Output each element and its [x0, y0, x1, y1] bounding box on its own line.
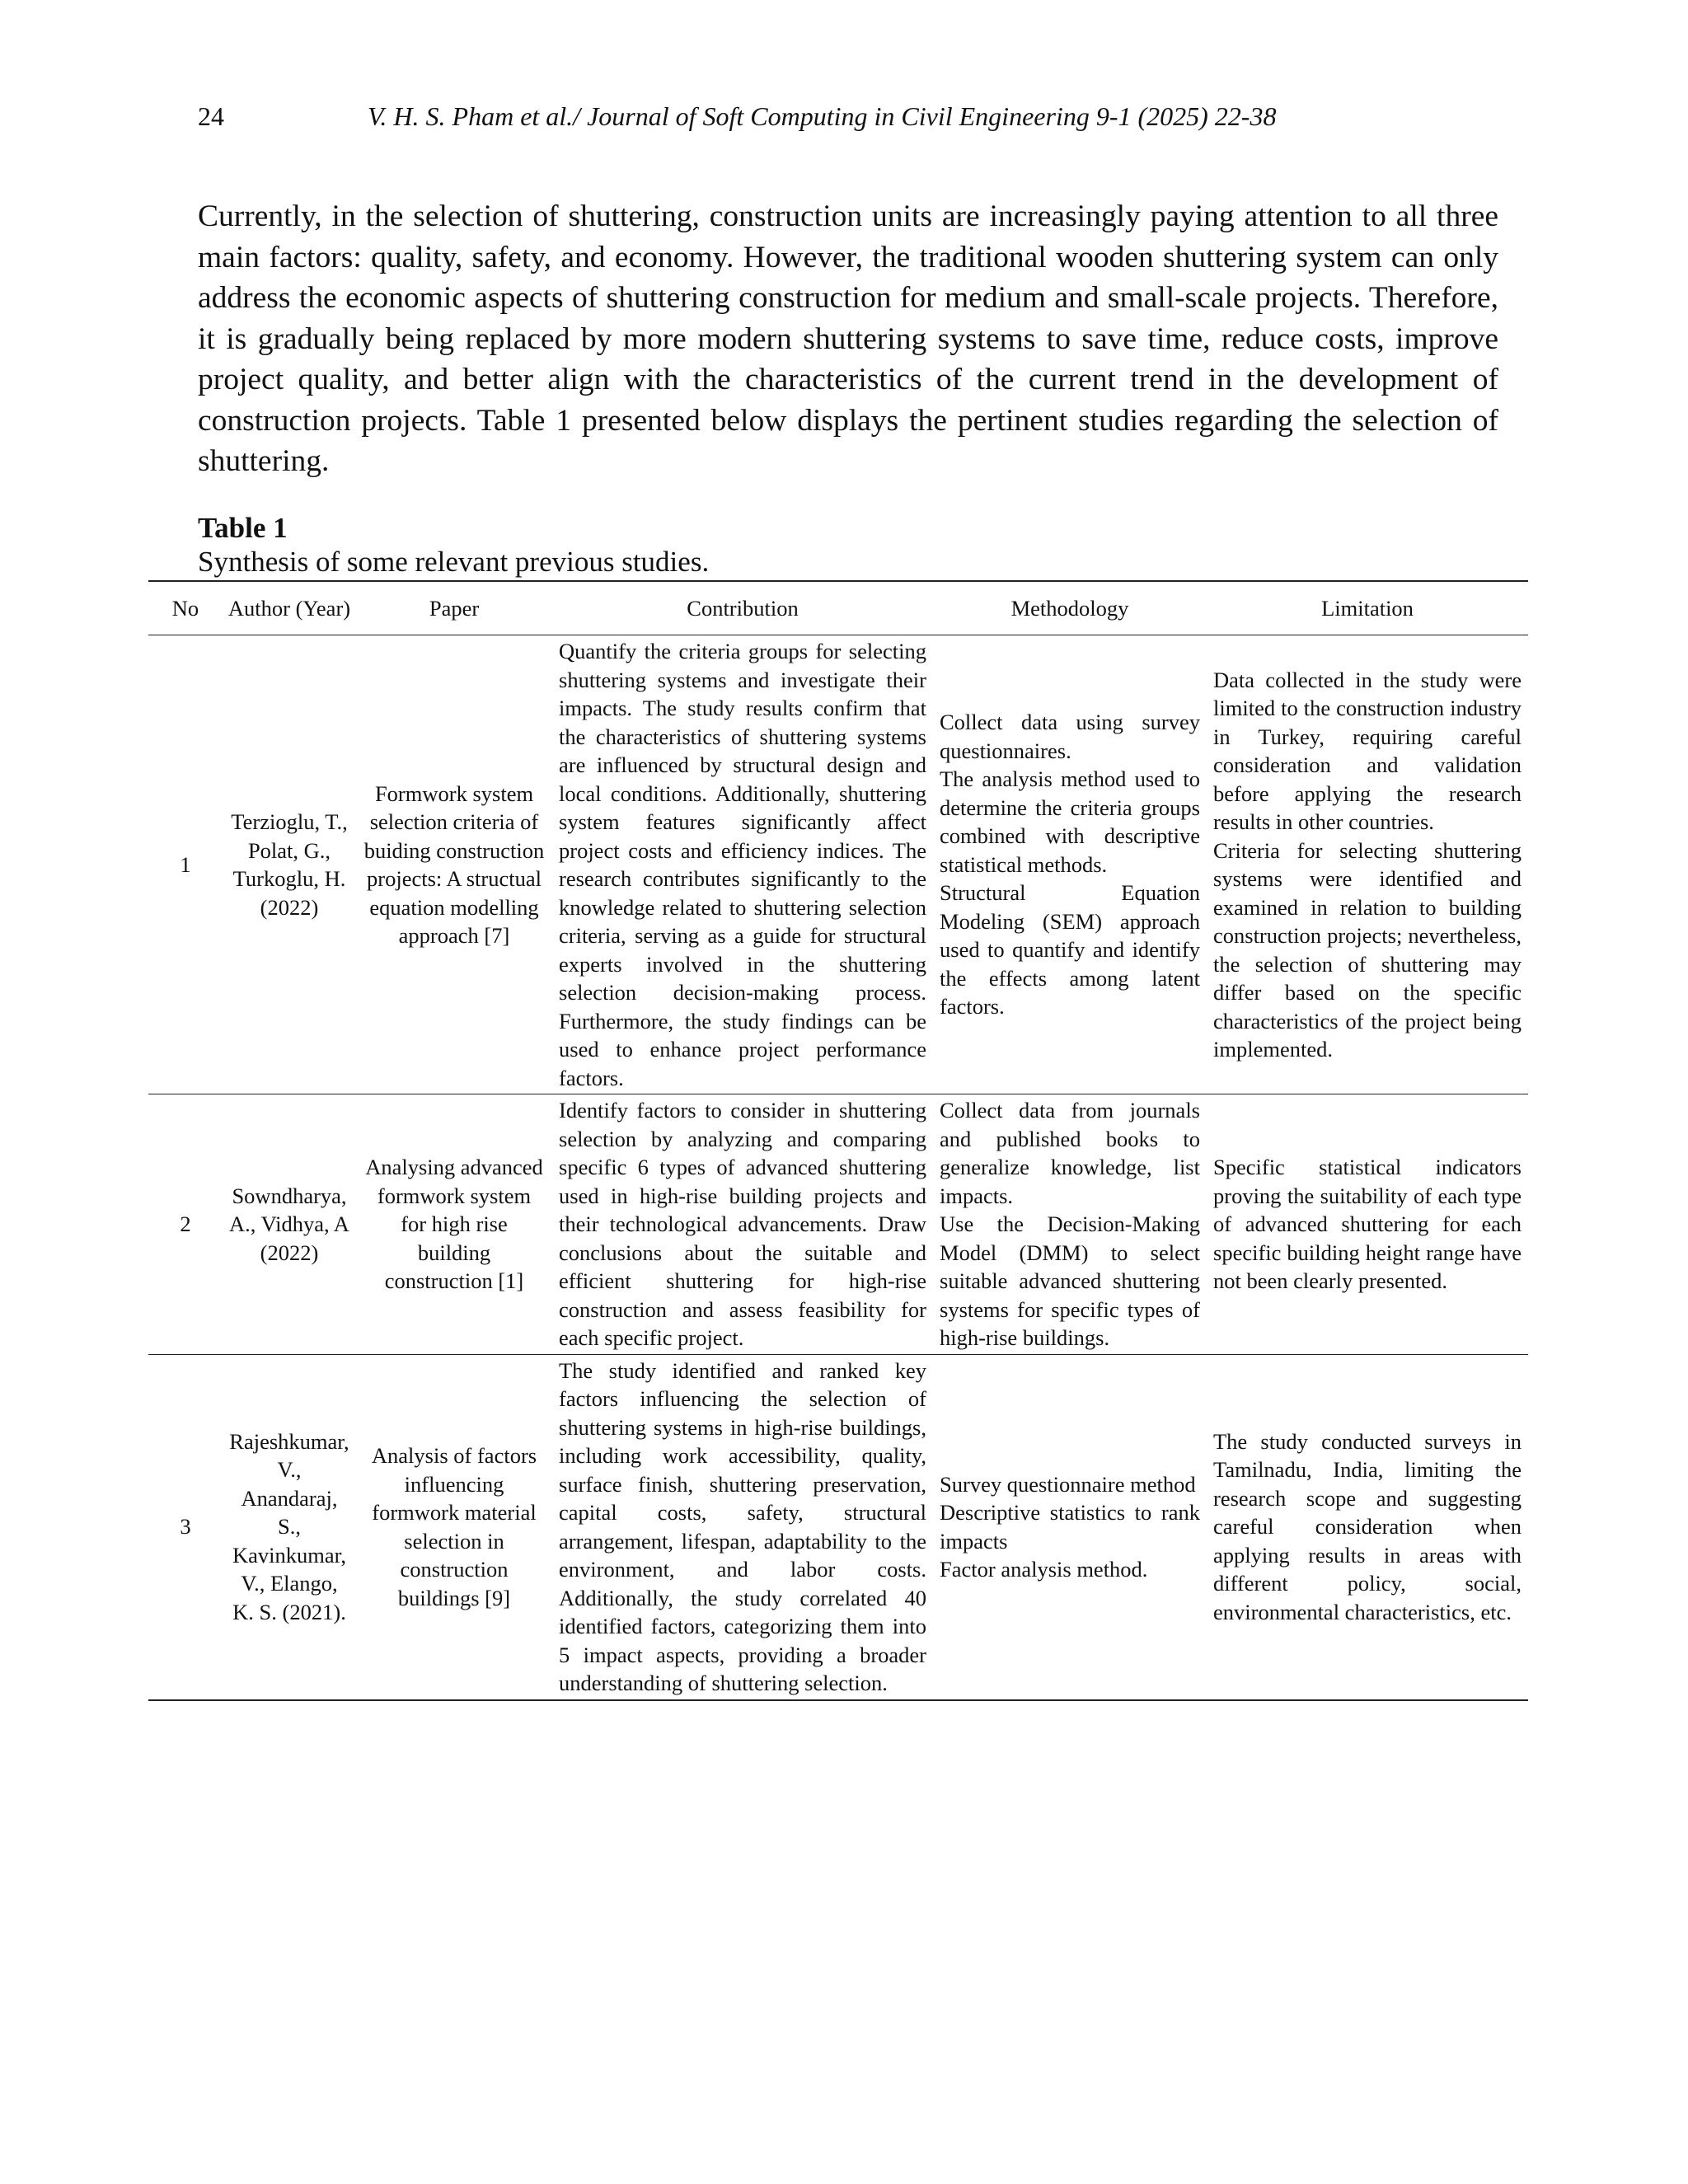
table-title: Synthesis of some relevant previous studies. — [198, 546, 710, 578]
methodology-line: The analysis method used to determine the criteria groups combined with descriptive statistical methods. — [940, 766, 1200, 877]
table-row — [148, 1094, 1528, 1355]
header-methodology: Methodology — [1010, 595, 1129, 621]
running-header: V. H. S. Pham et al./ Journal of Soft Computing in Civil Engineering 9-1 (2025) 22-38 — [368, 101, 1277, 131]
cell-no: 3 — [180, 1514, 191, 1540]
header-limitation: Limitation — [1321, 595, 1414, 621]
cell-contribution: Identify factors to consider in shuttering selection by analyzing and comparing specific 6 types of advanced shuttering used in high-rise building projects and their technological advancements. Draw conclusions about the suitable and efficient shuttering for high-rise construction and assess feasibility for each specific project. — [559, 1098, 926, 1350]
methodology-line: Structural Equation Modeling (SEM) approach used to quantify and identify the effects among latent factors. — [940, 880, 1200, 1019]
limitation-line: Specific statistical indicators proving the suitability of each type of advanced shuttering for each specific building height range have not been clearly presented. — [1213, 1155, 1522, 1293]
cell-methodology — [933, 1354, 1207, 1700]
methodology-line: Survey questionnaire method — [940, 1471, 1196, 1497]
cell-contribution: Quantify the criteria groups for selecting shuttering systems and investigate their impacts. The study results confirm that the characteristics of shuttering systems are influenced by structural design and local conditions. Additionally, shuttering system features significantly affect project costs and efficiency indices. The research contributes significantly to the knowledge related to shuttering selection criteria, serving as a guide for structural experts involved in the shuttering selection decision-making process. Furthermore, the study findings can be used to enhance project performance factors. — [559, 639, 926, 1090]
header-contribution: Contribution — [687, 595, 799, 621]
table-row — [148, 635, 1528, 1094]
body-paragraph: Currently, in the selection of shuttering, construction units are increasingly paying attention to all three main factors: quality, safety, and economy. However, the traditional wooden shuttering system can only address the economic aspects of shuttering construction for medium and small-scale projects. Therefore, it is gradually being replaced by more modern shuttering systems to save time, reduce costs, improve project quality, and better align with the characteristics of the current trend in the development of construction projects. Table 1 presented below displays the pertinent studies regarding the selection of shuttering. — [198, 199, 1498, 478]
synthesis-table — [148, 580, 1528, 1701]
cell-limitation — [1207, 1354, 1528, 1700]
cell-author: Terzioglu, T., Polat, G., Turkoglu, H. (2022) — [231, 809, 348, 920]
limitation-line: Data collected in the study were limited to the construction industry in Turkey, requiring careful consideration and validation before applying the research results in other countries. — [1213, 667, 1522, 834]
cell-paper: Formwork system selection criteria of buiding construction projects: A structual equation modelling approach [7] — [363, 780, 545, 948]
header-no: No — [171, 595, 199, 621]
methodology-line: Factor analysis method. — [940, 1557, 1148, 1582]
cell-contribution: The study identified and ranked key factors influencing the selection of shuttering systems in high-rise buildings, including work accessibility, quality, surface finish, shuttering preservation, capital costs, safety, structural arrangement, lifespan, adaptability to the environment, and labor costs. Additionally, the study correlated 40 identified factors, categorizing them into 5 impact aspects, providing a broader understanding of shuttering selection. — [559, 1357, 926, 1695]
limitation-line: Criteria for selecting shuttering systems were identified and examined in relation to building construction projects; nevertheless, the selection of shuttering may differ based on the specific characteristics of the project being implemented. — [1213, 837, 1522, 1062]
methodology-line: Descriptive statistics to rank impacts — [940, 1500, 1200, 1554]
cell-paper: Analysis of factors influencing formwork material selection in construction buildings [9] — [371, 1443, 537, 1610]
table-header-row — [148, 581, 1528, 635]
cell-methodology — [933, 635, 1207, 1094]
table-row — [148, 1354, 1528, 1700]
methodology-line: Use the Decision-Making Model (DMM) to select suitable advanced shuttering systems for specific types of high-rise buildings. — [940, 1212, 1200, 1350]
cell-no: 1 — [180, 851, 191, 877]
cell-author: Sowndharya, A., Vidhya, A (2022) — [229, 1183, 349, 1265]
page-number: 24 — [198, 101, 224, 131]
cell-paper: Analysing advanced formwork system for high rise building construction [1] — [365, 1155, 543, 1293]
methodology-line: Collect data using survey questionnaires. — [940, 710, 1200, 763]
cell-limitation — [1207, 1094, 1528, 1355]
cell-methodology — [933, 1094, 1207, 1355]
table-label: Table 1 — [198, 512, 288, 544]
table-caption — [198, 511, 709, 579]
cell-no: 2 — [180, 1212, 191, 1236]
cell-limitation — [1207, 635, 1528, 1094]
methodology-line: Collect data from journals and published books to generalize knowledge, list impacts. — [940, 1098, 1200, 1208]
limitation-line: The study conducted surveys in Tamilnadu, India, limiting the research scope and suggesting careful consideration when applying results in areas with different policy, social, environmental characteristics, etc. — [1213, 1428, 1522, 1624]
cell-author: Rajeshkumar, V., Anandaraj, S., Kavinkumar, V., Elango, K. S. (2021). — [229, 1428, 349, 1624]
header-paper: Paper — [429, 595, 480, 621]
header-author: Author (Year) — [227, 595, 351, 621]
